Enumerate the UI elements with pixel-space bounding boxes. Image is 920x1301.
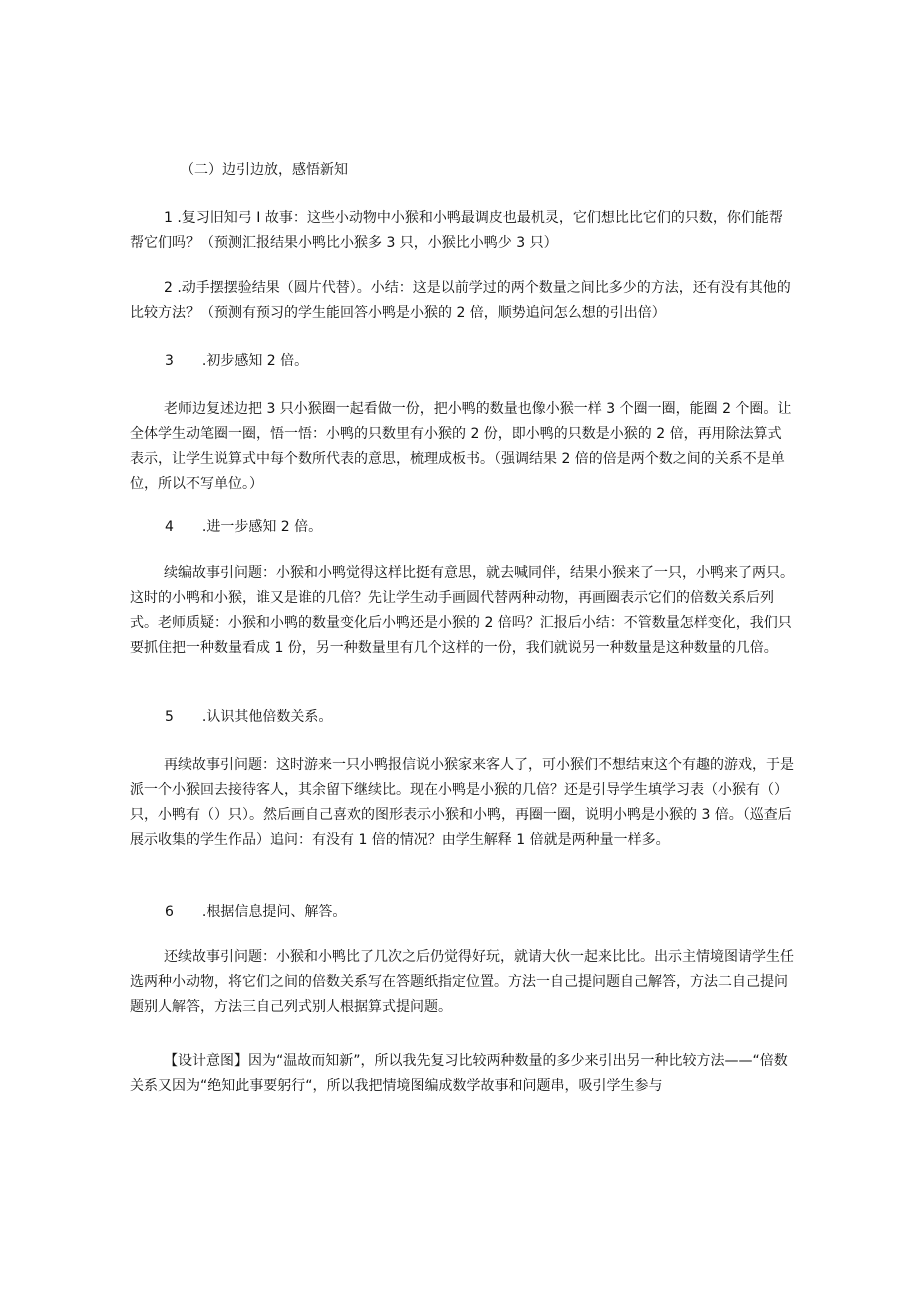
item-5-heading: 5 .认识其他倍数关系。 bbox=[165, 709, 333, 725]
item-6-text: 还续故事引问题：小猴和小鸭比了几次之后仍觉得好玩，就请大伙一起来比比。出示主情境图请学生任选两种小动物，将它们之间的倍数关系写在答题纸指定位置。方法一自己提问题自己解答，方法二自己提问题别人解答，方法三自己列式别人根据算式提问题。 bbox=[130, 949, 794, 1015]
item-5-text: 再续故事引问题：这时游来一只小鸭报信说小猴家来客人了，可小猴们不想结束这个有趣的游戏，于是派一个小猴回去接待客人，其余留下继续比。现在小鸭是小猴的几倍？还是引导学生填学习表（小猴有（）只，小鸭有（）只）。然后画自己喜欢的图形表示小猴和小鸭，再圈一圈，说明小鸭是小猴的 3 倍。（巡查后展示收集的学生作品）追问：有没有 1 倍的情况？由学生解释 1 倍就是两种量一样多。 bbox=[130, 757, 794, 848]
item-2-text: 2 .动手摆摆验结果（圆片代替）。小结：这是以前学过的两个数量之间比多少的方法，还有没有其他的比较方法？（预测有预习的学生能回答小鸭是小猴的 2 倍，顺势追问怎么想的引出倍） bbox=[130, 280, 791, 321]
item-4-heading: 4 .进一步感知 2 倍。 bbox=[165, 519, 323, 535]
section-heading: （二）边引边放，感悟新知 bbox=[180, 162, 348, 178]
item-3-text: 老师边复述边把 3 只小猴圈一起看做一份，把小鸭的数量也像小猴一样 3 个圈一圈，能圈 2 个圈。让全体学生动笔圈一圈，悟一悟：小鸭的只数里有小猴的 2 份，即小鸭的只数是小猴的 2 倍，再用除法算式表示，让学生说算式中每个数所代表的意思，梳理成板书。（强调结果 2 倍的倍是两个数之间的关系不是单位，所以不写单位。） bbox=[130, 401, 792, 492]
design-intent: 【设计意图】因为“温故而知新”，所以我先复习比较两种数量的多少来引出另一种比较方法——“倍数关系又因为“绝知此事要躬行“，所以我把情境图编成数学故事和问题串，吸引学生参与 bbox=[130, 1053, 788, 1094]
item-6-heading: 6 .根据信息提问、解答。 bbox=[165, 904, 347, 920]
item-4-text: 续编故事引问题：小猴和小鸭觉得这样比挺有意思，就去喊同伴，结果小猴来了一只，小鸭来了两只。这时的小鸭和小猴，谁又是谁的几倍？先让学生动手画圆代替两种动物，再画圈表示它们的倍数关系后列式。老师质疑：小猴和小鸭的数量变化后小鸭还是小猴的 2 倍吗？汇报后小结：不管数量怎样变化，我们只要抓住把一种数量看成 1 份，另一种数量里有几个这样的一份，我们就说另一种数量是这种数量的几倍。 bbox=[130, 565, 794, 656]
item-1-text: 1 .复习旧知弓 I 故事：这些小动物中小猴和小鸭最调皮也最机灵，它们想比比它们的只数，你们能帮帮它们吗？（预测汇报结果小鸭比小猴多 3 只，小猴比小鸭少 3 只） bbox=[130, 210, 783, 251]
item-3-heading: 3 .初步感知 2 倍。 bbox=[165, 353, 309, 369]
